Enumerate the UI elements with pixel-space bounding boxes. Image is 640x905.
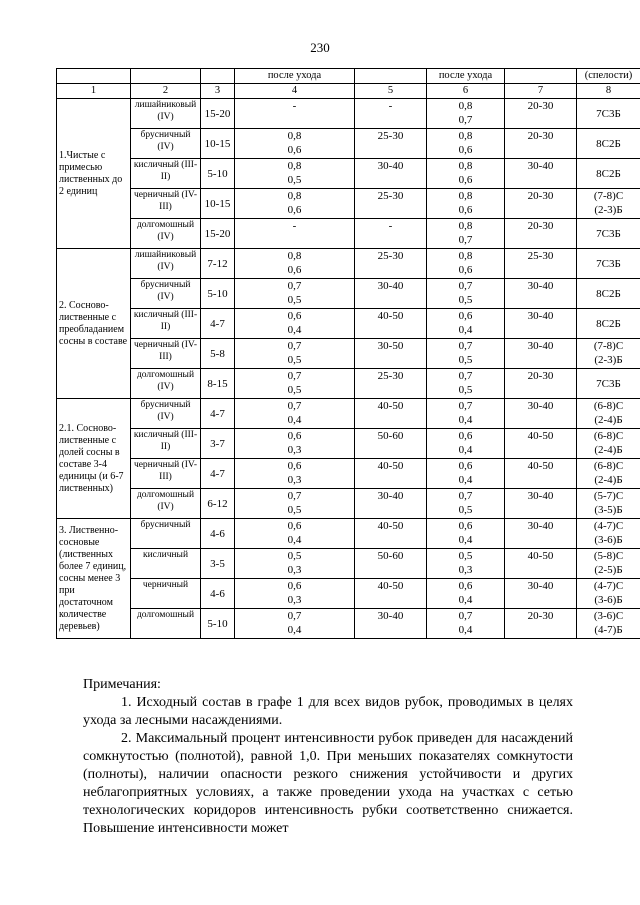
note-item: 1. Исходный состав в графе 1 для всех видов рубок, проводимых в целях ухода за лесными насаждениями.: [83, 695, 573, 728]
density-before-cell-value: 0,6: [287, 520, 302, 532]
density-after-cell: [427, 309, 505, 339]
density-before-cell: [235, 459, 355, 489]
category-cell: 2. Сосново-лиственные с преобладанием сосны в составе: [57, 249, 131, 399]
forest-type-cell: кисличный: [131, 549, 201, 579]
table-row: [57, 549, 640, 579]
composition-cell-value: (7-8)С: [593, 190, 624, 202]
density-before-cell-value: 0,6: [287, 310, 302, 322]
composition-cell: [577, 339, 640, 369]
header-cell: [505, 69, 577, 84]
intensity-cell: 30-40: [355, 279, 427, 309]
density-after-cell-value: 0,7: [458, 340, 473, 352]
table-row: [57, 399, 640, 429]
column-number: 1: [57, 84, 131, 99]
interval-cell: 30-40: [505, 279, 577, 309]
density-after-cell-value: 0,6: [458, 174, 473, 186]
column-number: 7: [505, 84, 577, 99]
forest-type-cell: долгомошный (IV): [131, 219, 201, 249]
density-before-cell-value: 0,3: [287, 474, 302, 486]
composition-cell-value: (2-4)Б: [594, 474, 623, 486]
density-after-cell-value: 0,6: [458, 430, 473, 442]
age-range-cell: 4-7: [201, 459, 235, 489]
density-before-cell-value: 0,5: [287, 550, 302, 562]
density-before-cell-value: 0,8: [287, 250, 302, 262]
density-before-cell-value: 0,3: [287, 444, 302, 456]
density-after-cell-value: 0,5: [458, 504, 473, 516]
table-row: [57, 219, 640, 249]
density-before-cell: [235, 189, 355, 219]
age-range-cell: 10-15: [201, 189, 235, 219]
age-range-cell: 5-10: [201, 159, 235, 189]
column-number: 5: [355, 84, 427, 99]
density-before-cell-value: 0,3: [287, 594, 302, 606]
density-before-cell-value: 0,8: [287, 190, 302, 202]
composition-cell: [577, 129, 640, 159]
table-row: [57, 579, 640, 609]
interval-cell: 20-30: [505, 609, 577, 639]
density-before-cell: [235, 489, 355, 519]
forest-type-cell: долгомошный: [131, 609, 201, 639]
composition-cell: [577, 489, 640, 519]
intensity-cell: 30-40: [355, 159, 427, 189]
density-after-cell-value: 0,7: [458, 400, 473, 412]
table-row: [57, 339, 640, 369]
forest-type-cell: брусничный (IV): [131, 279, 201, 309]
forest-type-cell: черничный (IV-III): [131, 339, 201, 369]
column-number: 2: [131, 84, 201, 99]
notes: [83, 676, 573, 838]
forest-type-cell: черничный (IV-III): [131, 459, 201, 489]
density-after-cell: [427, 489, 505, 519]
forest-type-cell: лишайниковый (IV): [131, 99, 201, 129]
table-row: [57, 369, 640, 399]
age-range-cell: 15-20: [201, 219, 235, 249]
density-before-cell-value: 0,4: [287, 624, 302, 636]
density-after-cell-value: 0,7: [458, 234, 473, 246]
intensity-cell: 40-50: [355, 309, 427, 339]
composition-cell: [577, 249, 640, 279]
density-after-cell-value: 0,6: [458, 460, 473, 472]
column-number: 8: [577, 84, 640, 99]
density-after-cell-value: 0,6: [458, 310, 473, 322]
density-after-cell: [427, 399, 505, 429]
composition-cell-value: 7С3Б: [596, 107, 621, 120]
composition-cell-value: 7С3Б: [596, 227, 621, 240]
age-range-cell: 3-7: [201, 429, 235, 459]
note-item: 2. Максимальный процент интенсивности рубок приведен для насаждений сомкнутостью (полнотой), равной 1,0. При меньших показателях сомкнутости (полноты), наличии опасности резкого снижения устойчивости и других неблагоприятных условиях, а также проведении ухода на участках с сетью технологических коридоров интенсивность рубки соответственно снижается. Повышение интенсивности может: [83, 731, 573, 836]
density-before-cell: [235, 249, 355, 279]
table-row: [57, 99, 640, 129]
category-cell: 3. Лиственно-сосновые (лиственных более 7 единиц, сосны менее 3 при достаточном количестве деревьев): [57, 519, 131, 639]
density-after-cell-value: 0,5: [458, 384, 473, 396]
interval-cell: 40-50: [505, 549, 577, 579]
header-cell: (спелости): [577, 69, 640, 84]
density-before-cell: [235, 369, 355, 399]
age-range-cell: 15-20: [201, 99, 235, 129]
intensity-cell: 25-30: [355, 129, 427, 159]
table-row: [57, 159, 640, 189]
interval-cell: 30-40: [505, 489, 577, 519]
density-before-cell-value: 0,6: [287, 204, 302, 216]
density-before-cell-value: 0,7: [287, 610, 302, 622]
composition-cell-value: 7С3Б: [596, 377, 621, 390]
composition-cell: [577, 99, 640, 129]
density-before-cell: [235, 219, 355, 249]
composition-cell: [577, 159, 640, 189]
interval-cell: 30-40: [505, 159, 577, 189]
composition-cell: [577, 369, 640, 399]
composition-cell: [577, 459, 640, 489]
age-range-cell: 6-12: [201, 489, 235, 519]
intensity-cell: 50-60: [355, 429, 427, 459]
density-after-cell: [427, 609, 505, 639]
age-range-cell: 4-6: [201, 519, 235, 549]
composition-cell-value: (6-8)С: [593, 400, 624, 412]
composition-cell: [577, 219, 640, 249]
density-after-cell-value: 0,8: [458, 220, 473, 232]
composition-cell-value: (7-8)С: [593, 340, 624, 352]
interval-cell: 30-40: [505, 339, 577, 369]
interval-cell: 20-30: [505, 189, 577, 219]
age-range-cell: 4-7: [201, 309, 235, 339]
category-cell: 2.1. Сосново-лиственные с долей сосны в составе 3-4 единицы (и 6-7 лиственных): [57, 399, 131, 519]
density-before-cell: [235, 609, 355, 639]
composition-cell-value: (4-7)Б: [594, 624, 623, 636]
density-before-cell: [235, 519, 355, 549]
density-before-cell-value: 0,7: [287, 370, 302, 382]
forest-type-cell: брусничный (IV): [131, 399, 201, 429]
density-after-cell-value: 0,7: [458, 610, 473, 622]
density-before-cell-value: 0,4: [287, 534, 302, 546]
column-number: 3: [201, 84, 235, 99]
composition-cell-value: 8С2Б: [596, 167, 621, 180]
density-before-cell: [235, 339, 355, 369]
composition-cell-value: (3-6)Б: [594, 534, 623, 546]
density-before-cell-value: 0,5: [287, 294, 302, 306]
interval-cell: 20-30: [505, 219, 577, 249]
forest-type-cell: брусничный: [131, 519, 201, 549]
density-before-cell-value: 0,7: [287, 340, 302, 352]
density-after-cell-value: 0,7: [458, 370, 473, 382]
density-after-cell-value: 0,6: [458, 204, 473, 216]
density-after-cell-value: 0,6: [458, 264, 473, 276]
column-number-row: [57, 84, 640, 99]
forest-type-cell: брусничный (IV): [131, 129, 201, 159]
column-number: 6: [427, 84, 505, 99]
density-after-cell: [427, 579, 505, 609]
density-after-cell-value: 0,4: [458, 414, 473, 426]
intensity-cell: 25-30: [355, 369, 427, 399]
table-row: [57, 459, 640, 489]
header-cell: [57, 69, 131, 84]
age-range-cell: 4-7: [201, 399, 235, 429]
forest-type-cell: долгомошный (IV): [131, 369, 201, 399]
density-before-cell-value: 0,7: [287, 400, 302, 412]
notes-title: Примечания:: [83, 677, 161, 692]
composition-cell-value: 8С2Б: [596, 317, 621, 330]
header-cell: [355, 69, 427, 84]
density-before-cell: [235, 129, 355, 159]
density-before-cell-value: 0,5: [287, 174, 302, 186]
interval-cell: 30-40: [505, 579, 577, 609]
intensity-cell: 50-60: [355, 549, 427, 579]
table-row: [57, 129, 640, 159]
density-before-cell: [235, 309, 355, 339]
density-before-cell: [235, 579, 355, 609]
header-row: [57, 69, 640, 84]
density-after-cell: [427, 429, 505, 459]
category-cell: 1.Чистые с примесью лиственных до 2 единиц: [57, 99, 131, 249]
density-after-cell: [427, 369, 505, 399]
table-row: [57, 189, 640, 219]
density-after-cell-value: 0,8: [458, 250, 473, 262]
interval-cell: 40-50: [505, 429, 577, 459]
density-before-cell-value: 0,3: [287, 564, 302, 576]
composition-cell: [577, 549, 640, 579]
age-range-cell: 5-8: [201, 339, 235, 369]
density-before-cell-value: 0,6: [287, 460, 302, 472]
density-after-cell: [427, 459, 505, 489]
composition-cell: [577, 189, 640, 219]
density-before-cell-value: 0,5: [287, 354, 302, 366]
composition-cell: [577, 609, 640, 639]
age-range-cell: 10-15: [201, 129, 235, 159]
density-after-cell-value: 0,5: [458, 550, 473, 562]
density-after-cell-value: 0,3: [458, 564, 473, 576]
density-after-cell-value: 0,6: [458, 580, 473, 592]
density-after-cell: [427, 549, 505, 579]
interval-cell: 20-30: [505, 129, 577, 159]
density-after-cell-value: 0,4: [458, 324, 473, 336]
composition-cell: [577, 579, 640, 609]
density-after-cell: [427, 99, 505, 129]
density-before-cell-value: 0,5: [287, 504, 302, 516]
composition-cell-value: (2-3)Б: [594, 204, 623, 216]
intensity-cell: 25-30: [355, 249, 427, 279]
density-before-cell-value: 0,5: [287, 384, 302, 396]
composition-cell-value: (3-5)Б: [594, 504, 623, 516]
forest-type-cell: черничный (IV-III): [131, 189, 201, 219]
density-after-cell-value: 0,4: [458, 444, 473, 456]
forest-type-cell: лишайниковый (IV): [131, 249, 201, 279]
density-before-cell: [235, 159, 355, 189]
intensity-table: [56, 68, 640, 639]
intensity-cell: 40-50: [355, 399, 427, 429]
intensity-cell: 30-50: [355, 339, 427, 369]
density-before-cell-value: 0,4: [287, 414, 302, 426]
composition-cell-value: (3-6)С: [593, 610, 624, 622]
table-row: [57, 429, 640, 459]
composition-cell-value: 8С2Б: [596, 137, 621, 150]
composition-cell-value: 7С3Б: [596, 257, 621, 270]
forest-type-cell: черничный: [131, 579, 201, 609]
composition-cell-value: (2-4)Б: [594, 414, 623, 426]
forest-type-cell: долгомошный (IV): [131, 489, 201, 519]
interval-cell: 30-40: [505, 519, 577, 549]
table-row: [57, 609, 640, 639]
density-after-cell-value: 0,8: [458, 130, 473, 142]
table-row: [57, 309, 640, 339]
composition-cell: [577, 279, 640, 309]
composition-cell-value: (6-8)С: [593, 460, 624, 472]
intensity-cell: 40-50: [355, 579, 427, 609]
density-after-cell: [427, 279, 505, 309]
forest-type-cell: кисличный (III-II): [131, 429, 201, 459]
density-after-cell: [427, 249, 505, 279]
density-before-cell: [235, 429, 355, 459]
forest-type-cell: кисличный (III-II): [131, 309, 201, 339]
column-number: 4: [235, 84, 355, 99]
header-cell: после ухода: [427, 69, 505, 84]
intensity-cell: 40-50: [355, 519, 427, 549]
density-before-cell-value: 0,7: [287, 490, 302, 502]
composition-cell-value: 8С2Б: [596, 287, 621, 300]
composition-cell: [577, 429, 640, 459]
composition-cell-value: (3-6)Б: [594, 594, 623, 606]
density-after-cell-value: 0,8: [458, 160, 473, 172]
interval-cell: 20-30: [505, 369, 577, 399]
age-range-cell: 5-10: [201, 279, 235, 309]
density-before-cell: [235, 279, 355, 309]
composition-cell-value: (2-4)Б: [594, 444, 623, 456]
composition-cell: [577, 519, 640, 549]
density-before-cell-value: 0,8: [287, 160, 302, 172]
interval-cell: 20-30: [505, 99, 577, 129]
forest-type-cell: кисличный (III-II): [131, 159, 201, 189]
density-after-cell-value: 0,4: [458, 624, 473, 636]
composition-cell-value: (5-8)С: [593, 550, 624, 562]
table-row: [57, 249, 640, 279]
density-after-cell-value: 0,5: [458, 354, 473, 366]
density-after-cell: [427, 219, 505, 249]
interval-cell: 25-30: [505, 249, 577, 279]
density-before-cell: [235, 549, 355, 579]
density-after-cell-value: 0,6: [458, 520, 473, 532]
header-cell: после ухода: [235, 69, 355, 84]
density-after-cell-value: 0,5: [458, 294, 473, 306]
composition-cell-value: (4-7)С: [593, 520, 624, 532]
density-before-cell-value: 0,6: [287, 580, 302, 592]
density-before-cell-value: 0,7: [287, 280, 302, 292]
table-row: [57, 279, 640, 309]
density-after-cell: [427, 189, 505, 219]
intensity-cell: 25-30: [355, 189, 427, 219]
intensity-cell: -: [355, 219, 427, 249]
composition-cell-value: (2-3)Б: [594, 354, 623, 366]
table-row: [57, 489, 640, 519]
age-range-cell: 4-6: [201, 579, 235, 609]
density-after-cell: [427, 159, 505, 189]
density-after-cell-value: 0,8: [458, 190, 473, 202]
table-row: [57, 519, 640, 549]
density-before-cell: [235, 399, 355, 429]
composition-cell-value: (4-7)С: [593, 580, 624, 592]
age-range-cell: 3-5: [201, 549, 235, 579]
density-before-cell-value: 0,4: [287, 324, 302, 336]
header-cell: [131, 69, 201, 84]
intensity-cell: 40-50: [355, 459, 427, 489]
density-after-cell: [427, 129, 505, 159]
density-after-cell-value: 0,4: [458, 534, 473, 546]
interval-cell: 30-40: [505, 309, 577, 339]
density-after-cell-value: 0,4: [458, 474, 473, 486]
header-cell: [201, 69, 235, 84]
age-range-cell: 5-10: [201, 609, 235, 639]
composition-cell-value: (6-8)С: [593, 430, 624, 442]
composition-cell: [577, 309, 640, 339]
density-before-cell-value: -: [292, 100, 297, 112]
composition-cell: [577, 399, 640, 429]
density-before-cell-value: 0,6: [287, 430, 302, 442]
density-after-cell-value: 0,7: [458, 490, 473, 502]
density-after-cell-value: 0,8: [458, 100, 473, 112]
density-before-cell-value: 0,6: [287, 264, 302, 276]
composition-cell-value: (5-7)С: [593, 490, 624, 502]
age-range-cell: 8-15: [201, 369, 235, 399]
density-before-cell: [235, 99, 355, 129]
page-number: 230: [310, 40, 330, 55]
density-after-cell-value: 0,6: [458, 144, 473, 156]
age-range-cell: 7-12: [201, 249, 235, 279]
density-after-cell-value: 0,7: [458, 114, 473, 126]
density-before-cell-value: -: [292, 220, 297, 232]
interval-cell: 30-40: [505, 399, 577, 429]
density-before-cell-value: 0,8: [287, 130, 302, 142]
density-after-cell: [427, 339, 505, 369]
interval-cell: 40-50: [505, 459, 577, 489]
density-after-cell-value: 0,7: [458, 280, 473, 292]
intensity-cell: 30-40: [355, 489, 427, 519]
density-after-cell-value: 0,4: [458, 594, 473, 606]
density-after-cell: [427, 519, 505, 549]
composition-cell-value: (2-5)Б: [594, 564, 623, 576]
density-before-cell-value: 0,6: [287, 144, 302, 156]
intensity-cell: -: [355, 99, 427, 129]
intensity-cell: 30-40: [355, 609, 427, 639]
